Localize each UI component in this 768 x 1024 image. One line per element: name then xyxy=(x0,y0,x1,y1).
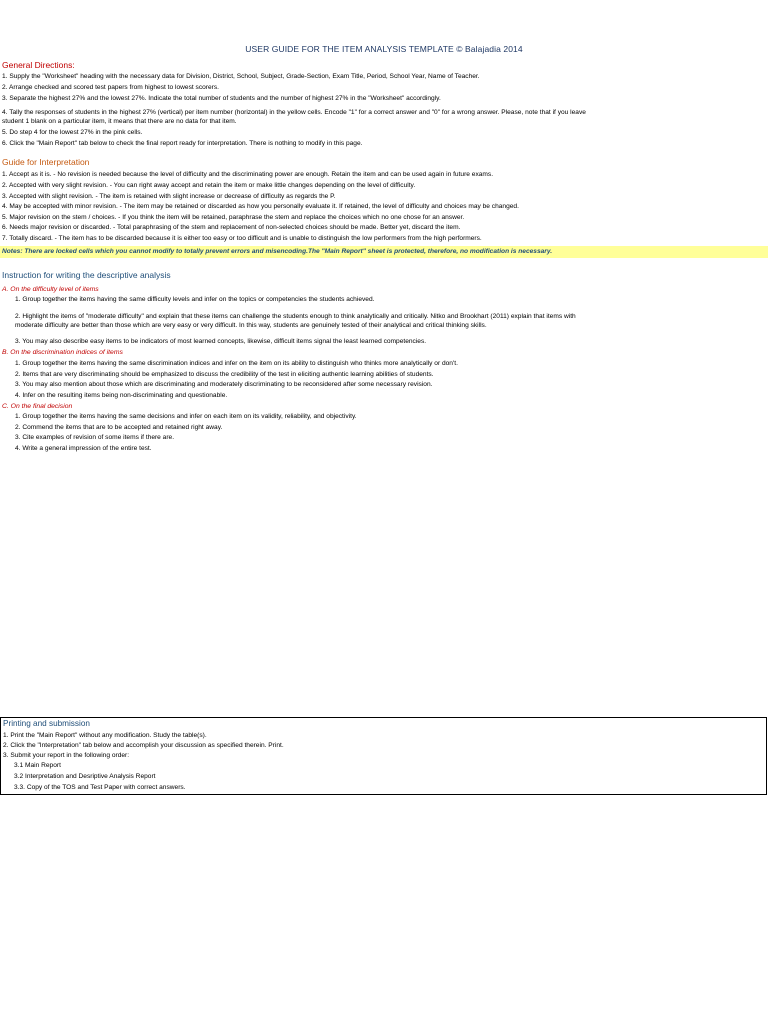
general-direction-line: 6. Click the "Main Report" tab below to check the final report ready for interpretation. There is nothing to modify in this page. xyxy=(2,140,363,147)
printing-line: 3. Submit your report in the following order: xyxy=(3,752,130,759)
difficulty-line: 3. You may also describe easy items to be indicators of most learned concepts, likewise, difficult items signal the least learned competencies. xyxy=(15,338,427,345)
interpretation-line: 6. Needs major revision or discarded. - Total paraphrasing of the stem and replacement of non-selected choices should be made. Better yet, discard the item. xyxy=(2,224,461,231)
printing-line: 1. Print the "Main Report" without any modification. Study the table(s). xyxy=(3,732,207,739)
final-decision-subheading: C. On the final decision xyxy=(2,403,73,410)
document-title: USER GUIDE FOR THE ITEM ANALYSIS TEMPLATE © Balajadia 2014 xyxy=(245,44,523,54)
difficulty-subheading: A. On the difficulty level of items xyxy=(2,286,99,293)
notes-banner xyxy=(0,246,768,258)
interpretation-line: 1. Accept as it is. - No revision is needed because the level of difficulty and the discriminating power are enough. Retain the item and can be used again in future exams. xyxy=(2,171,494,178)
final-decision-line: 4. Write a general impression of the entire test. xyxy=(15,445,152,452)
difficulty-line: 1. Group together the items having the same difficulty levels and infer on the topics or competencies the students achieved. xyxy=(15,296,375,303)
difficulty-line: moderate difficulty are better than those which are very easy or very difficult. In this way, students are genuinely tested of their analytical and critical thinking skills. xyxy=(15,322,487,329)
final-decision-line: 1. Group together the items having the same decisions and infer on each item on its validity, reliability, and objectivity. xyxy=(15,413,357,420)
final-decision-line: 3. Cite examples of revision of some items if there are. xyxy=(15,434,175,441)
general-direction-line: 4. Tally the responses of students in the highest 27% (vertical) per item number (horizontal) in the yellow cells. Encode "1" for a correct answer and "0" for a wrong answer. Please, note that if you leave xyxy=(2,109,586,116)
notes-text: Notes: There are locked cells which you cannot modify to totally prevent errors and misencoding.The "Main Report" sheet is protected, therefore, no modification is necessary. xyxy=(2,248,553,255)
descriptive-analysis-heading: Instruction for writing the descriptive analysis xyxy=(2,270,171,280)
printing-line: 2. Click the "Interpretation" tab below and accomplish your discussion as specified therein. Print. xyxy=(3,742,284,749)
discrimination-line: 4. Infer on the resulting items being non-discriminating and questionable. xyxy=(15,392,228,399)
general-direction-line: 2. Arrange checked and scored test papers from highest to lowest scorers. xyxy=(2,84,219,91)
general-direction-line: 5. Do step 4 for the lowest 27% in the pink cells. xyxy=(2,129,143,136)
interpretation-line: 4. May be accepted with minor revision. - The item may be retained or discarded as how you personally evaluate it. If retained, the level of difficulty and choices may be changed. xyxy=(2,203,519,210)
interpretation-line: 7. Totally discard. - The item has to be discarded because it is either too easy or too difficult and is unable to distinguish the low performers from the high performers. xyxy=(2,235,482,242)
discrimination-line: 1. Group together the items having the same discrimination indices and infer on the item on its ability to distinguish who thinks more analytically or don't. xyxy=(15,360,458,367)
printing-line: 3.3. Copy of the TOS and Test Paper with correct answers. xyxy=(14,784,186,791)
general-direction-line: 3. Separate the highest 27% and the lowest 27%. Indicate the total number of students and the number of highest 27% in the "Worksheet" accordingly. xyxy=(2,95,441,102)
interpretation-heading: Guide for Interpretation xyxy=(2,157,90,167)
printing-line: 3.2 Interpretation and Desriptive Analysis Report xyxy=(14,773,156,780)
printing-heading: Printing and submission xyxy=(3,719,90,728)
final-decision-line: 2. Commend the items that are to be accepted and retained right away. xyxy=(15,424,223,431)
printing-submission-box xyxy=(0,717,767,795)
discrimination-subheading: B. On the discrimination indices of items xyxy=(2,349,123,356)
general-directions-heading: General Directions: xyxy=(2,60,75,70)
discrimination-line: 3. You may also mention about those which are discriminating and moderately discriminating to be reconsidered after some necessary revision. xyxy=(15,381,433,388)
interpretation-line: 5. Major revision on the stem / choices. - If you think the item will be retained, paraphrase the stem and replace the choices which no one chose for an answer. xyxy=(2,214,465,221)
discrimination-line: 2. Items that are very discriminating should be emphasized to discuss the credibility of the test in eliciting authentic learning abilities of students. xyxy=(15,371,434,378)
printing-line: 3.1 Main Report xyxy=(14,762,61,769)
general-direction-line: student 1 blank on a particular item, it means that there are no data for that item. xyxy=(2,118,237,125)
interpretation-line: 3. Accepted with slight revision. - The item is retained with slight increase or decrease of difficulty as regards the P. xyxy=(2,193,336,200)
general-direction-line: 1. Supply the "Worksheet" heading with the necessary data for Division, District, School, Subject, Grade-Section, Exam Title, Period, School Year, Name of Teacher. xyxy=(2,73,480,80)
interpretation-line: 2. Accepted with very slight revision. - You can right away accept and retain the item or make little changes depending on the level of difficulty. xyxy=(2,182,416,189)
difficulty-line: 2. Highlight the items of "moderate difficulty" and explain that these items can challenge the students enough to think analytically and critically. Nitko and Brookhart (2011) explain that items with xyxy=(15,313,576,320)
